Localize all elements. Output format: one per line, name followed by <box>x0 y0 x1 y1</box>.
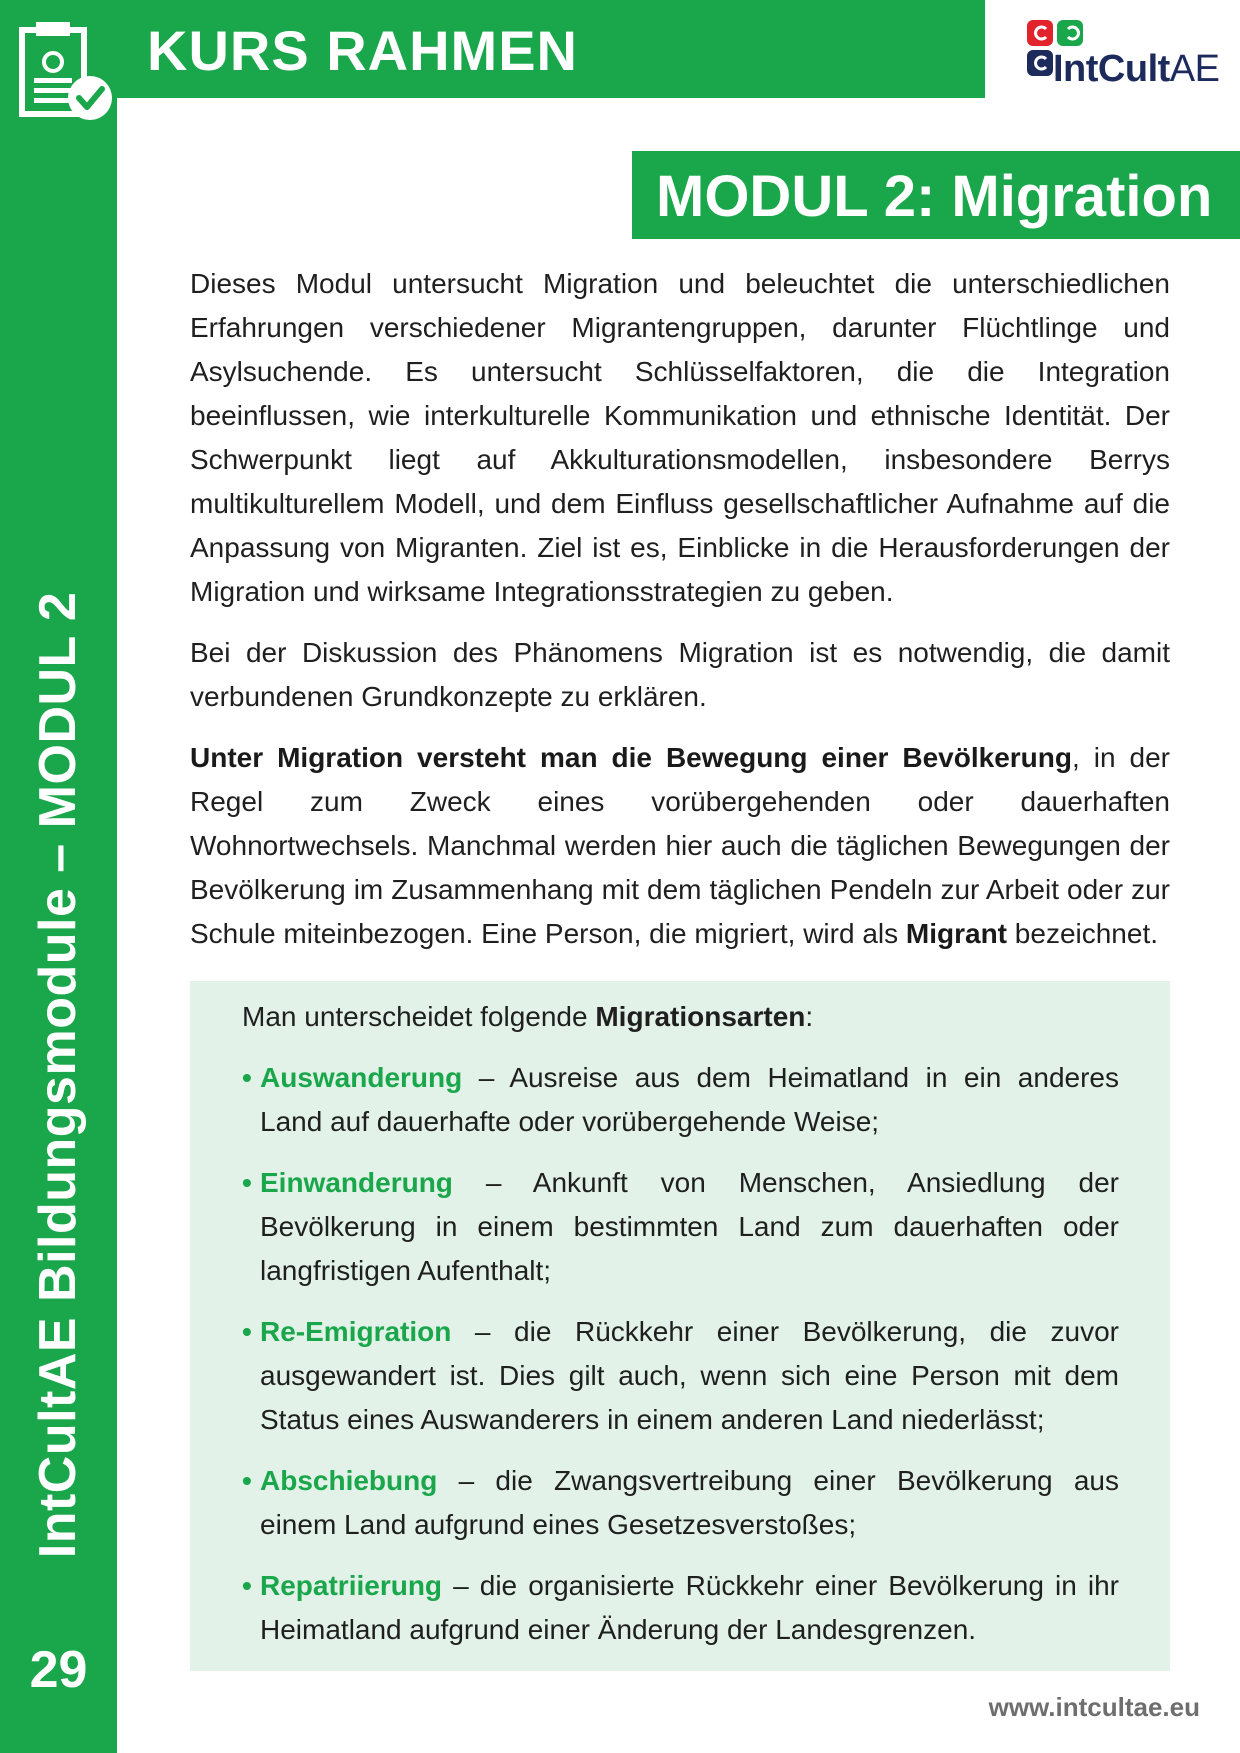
paragraph-intro: Dieses Modul untersucht Migration und beleuchtet die unterschiedlichen Erfahrungen verschiedener Migrantengruppen, darunter Flüchtlinge und Asylsuchende. Es untersucht Schlüsselfaktoren, die die Integration beeinflussen, wie interkulturelle Kommunikation und ethnische Identität. Der Schwerpunkt liegt auf Akkulturationsmodellen, insbesondere Berrys multikulturellem Modell, und dem Einfluss gesellschaftlicher Aufnahme auf die Anpassung von Migranten. Ziel ist es, Einblicke in die Herausforderungen der Migration und wirksame Integrationsstrategien zu geben. <box>190 268 1170 607</box>
definition-term: Migrant <box>905 918 1008 949</box>
list-item-desc: – Ankunft von Menschen, Ansiedlung der Bevölkerung in einem bestimmten Land zum dauerhaften oder langfristigen Aufenthalt; <box>260 1167 1119 1286</box>
list-item <box>242 1564 1119 1652</box>
bullet-icon: • <box>242 1167 252 1198</box>
list-item-term: Abschiebung <box>260 1465 438 1496</box>
header-title: KURS RAHMEN <box>147 19 578 82</box>
intcultae-logo <box>1023 18 1220 90</box>
module-title-box <box>632 151 1240 239</box>
footer-url: www.intcultae.eu <box>988 1692 1200 1722</box>
bullet-icon: • <box>242 1570 252 1601</box>
list-item <box>242 1056 1119 1144</box>
list-item-term: Auswanderung <box>260 1062 463 1093</box>
bullet-icon: • <box>242 1316 252 1347</box>
list-item-term: Einwanderung <box>260 1167 453 1198</box>
list-item-desc: – die Rückkehr einer Bevölkerung, die zuvor ausgewandert ist. Dies gilt auch, wenn sich eine Person mit dem Status eines Auswanderers in einem anderen Land niederlässt; <box>260 1316 1119 1435</box>
list-item-term: Re-Emigration <box>260 1316 452 1347</box>
definition-tail: bezeichnet. <box>1007 918 1159 949</box>
logo-text: IntCultAE <box>1053 48 1220 90</box>
paragraph-concepts: Bei der Diskussion des Phänomens Migration ist es notwendig, die damit verbundenen Grundkonzepte zu erklären. <box>190 637 1170 712</box>
migration-types-intro: Man unterscheidet folgende Migrationsarten: <box>242 1001 814 1032</box>
list-item-term: Repatriierung <box>260 1570 443 1601</box>
list-item <box>242 1310 1119 1442</box>
definition-lead: Unter Migration versteht man die Bewegung einer Bevölkerung <box>190 742 1072 773</box>
list-item <box>242 1161 1119 1293</box>
module-title: MODUL 2: Migration <box>656 164 1213 229</box>
sidebar-band <box>0 0 117 1753</box>
document-check-icon <box>18 22 118 130</box>
header-bar <box>117 0 985 98</box>
migration-types-list <box>242 1056 1119 1652</box>
main-content <box>190 262 1170 973</box>
list-item <box>242 1459 1119 1547</box>
sidebar-vertical-title: IntCultAE Bildungsmodule – MODUL 2 <box>29 591 87 1559</box>
definition-text: , in der Regel zum Zweck eines vorübergehenden oder dauerhaften Wohnortwechsels. Manchmal werden hier auch die täglichen Bewegungen der Bevölkerung im Zusammenhang mit dem täglichen Pendeln zur Arbeit oder zur Schule miteinbezogen. Eine Person, die migriert, wird als <box>190 742 1170 949</box>
list-item-desc: – die organisierte Rückkehr einer Bevölkerung in ihr Heimatland aufgrund einer Änderung der Landesgrenzen. <box>260 1570 1119 1645</box>
page-number: 29 <box>29 1641 88 1699</box>
migration-types-box <box>190 981 1170 1671</box>
bullet-icon: • <box>242 1062 252 1093</box>
paragraph-definition <box>190 736 1170 956</box>
list-item-desc: – die Zwangsvertreibung einer Bevölkerung aus einem Land aufgrund eines Gesetzesverstoßes; <box>260 1465 1119 1540</box>
bullet-icon: • <box>242 1465 252 1496</box>
list-item-desc: – Ausreise aus dem Heimatland in ein anderes Land auf dauerhafte oder vorübergehende Weise; <box>260 1062 1119 1137</box>
